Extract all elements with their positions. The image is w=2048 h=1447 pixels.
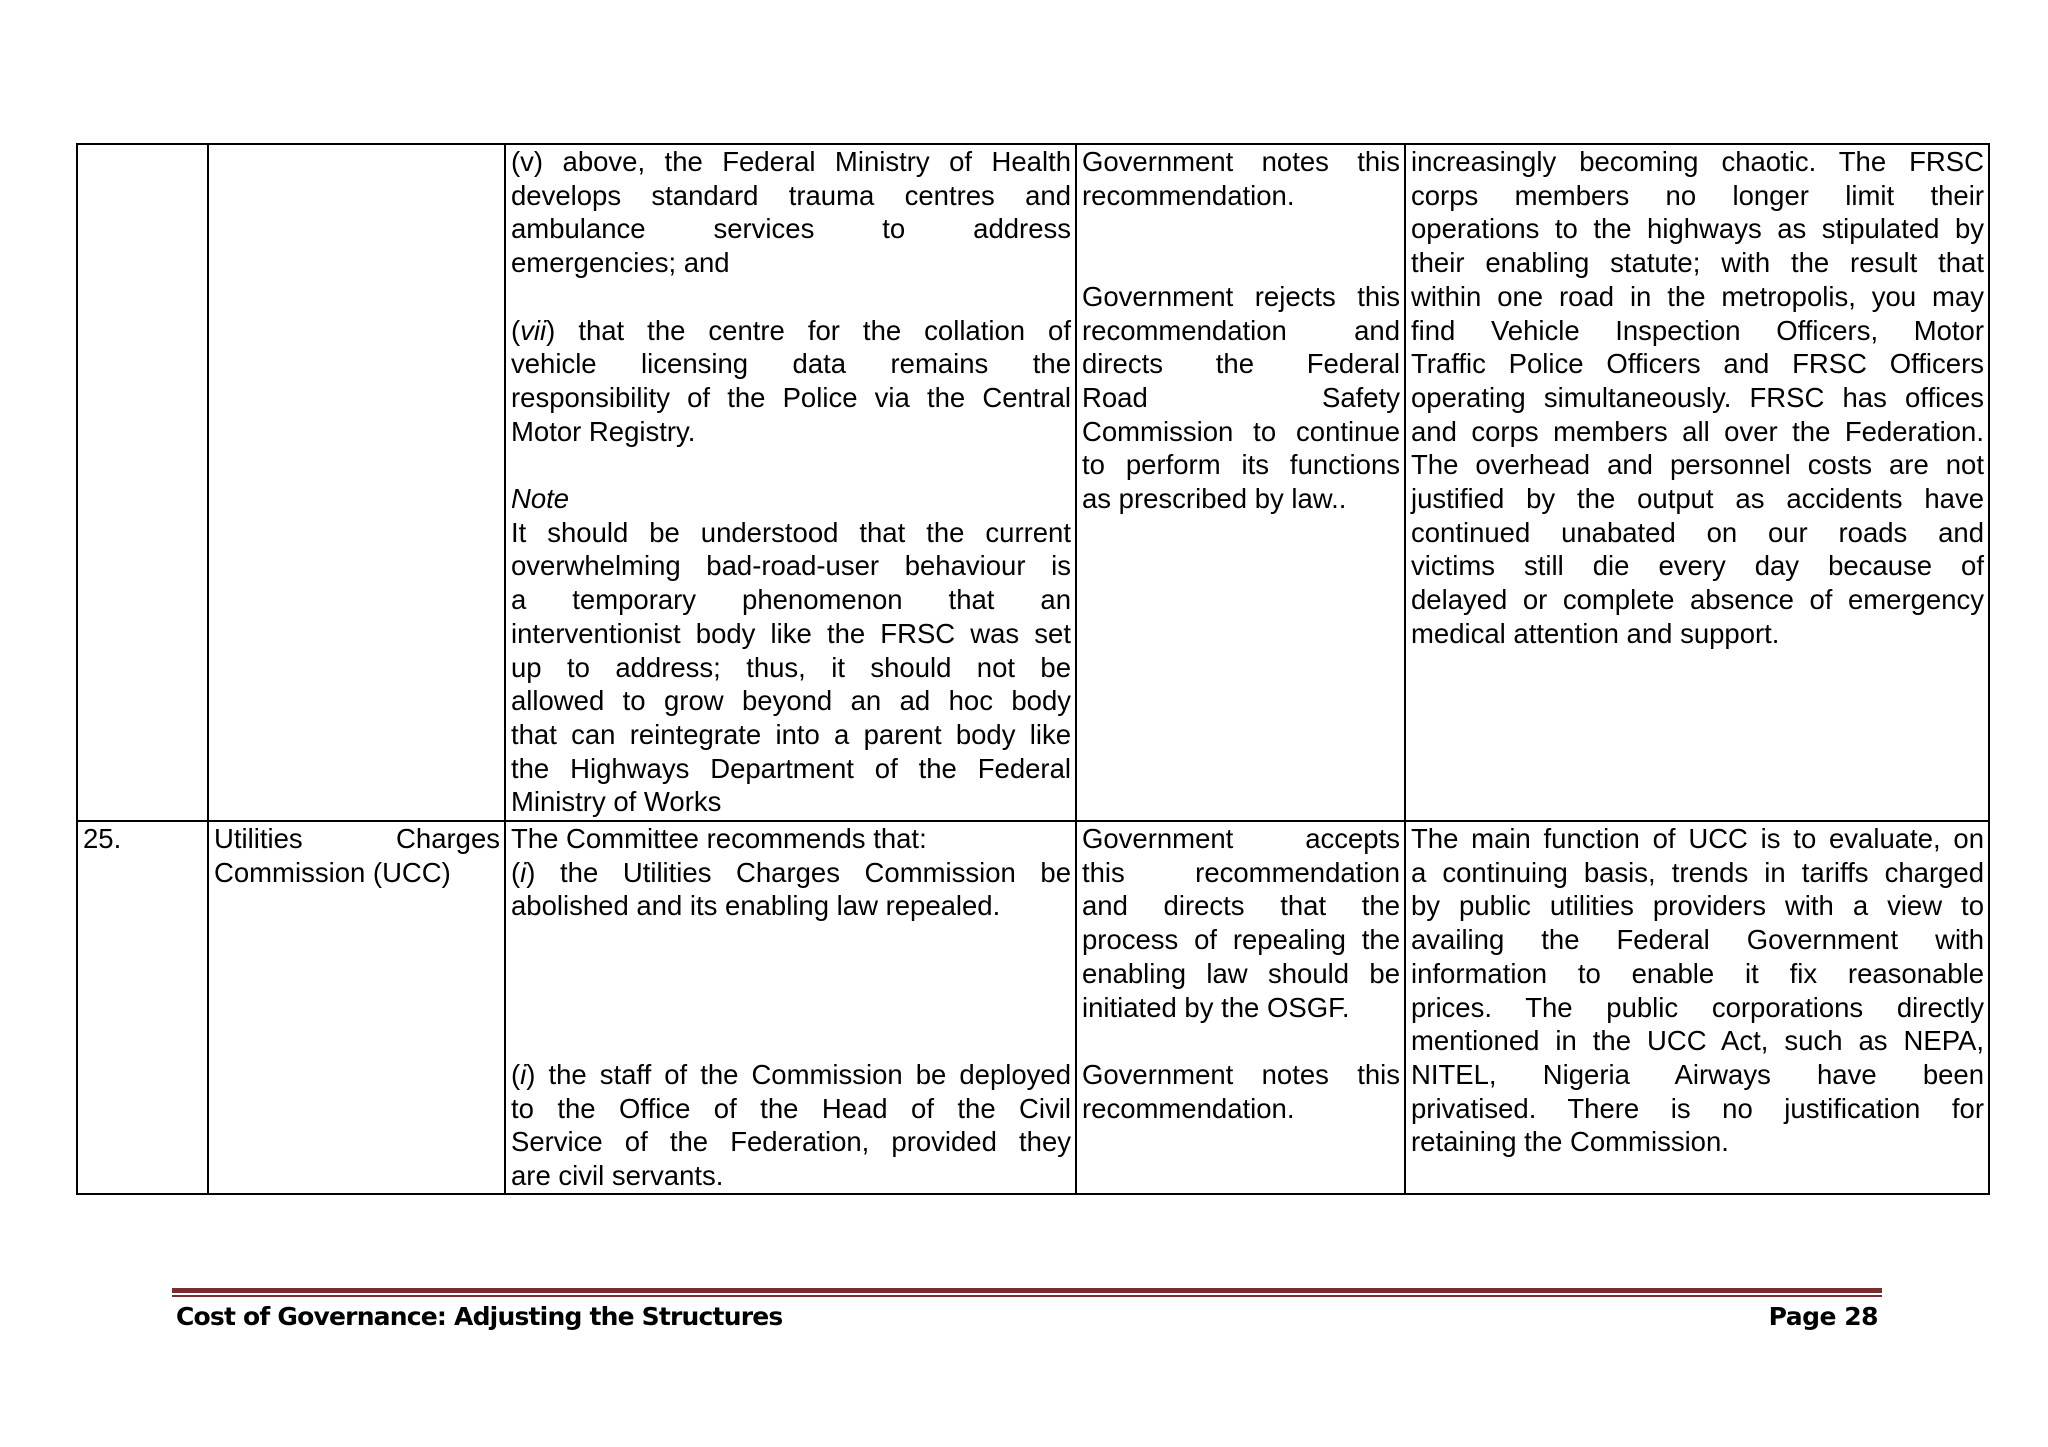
- item-numeral: vii: [520, 314, 547, 346]
- text-line: by public utilities providers with a view to: [1411, 890, 1984, 922]
- text-line: are civil servants.: [511, 1160, 724, 1192]
- decision-item: [1082, 280, 1400, 516]
- footer-document-title: Cost of Governance: Adjusting the Structures: [176, 1302, 783, 1331]
- text-line: responsibility of the Police via the Central: [511, 381, 1071, 413]
- decision-item: [1082, 1058, 1400, 1125]
- recommendation-note: [511, 482, 1071, 819]
- text-line: initiated by the OSGF.: [1082, 991, 1350, 1023]
- text-line: enabling law should be: [1082, 957, 1400, 989]
- text-line: information to enable it fix reasonable: [1411, 957, 1984, 989]
- text-line: medical attention and support.: [1411, 617, 1780, 649]
- decision-item: [1082, 822, 1400, 1024]
- text-line: (i) the staff of the Commission be deployed: [511, 1058, 1071, 1090]
- agency-cell: [208, 144, 505, 821]
- text-line: Government notes this: [1082, 1058, 1400, 1090]
- text-line: delayed or complete absence of emergency: [1411, 584, 1984, 616]
- text-line: Commission to continue: [1082, 415, 1400, 447]
- text-line: to the Office of the Head of the Civil: [511, 1092, 1071, 1124]
- text-line: recommendation and: [1082, 314, 1400, 346]
- text-line: mentioned in the UCC Act, such as NEPA,: [1411, 1025, 1984, 1057]
- text-line: recommendation.: [1082, 179, 1295, 211]
- text-line: vehicle licensing data remains the: [511, 348, 1071, 380]
- text-line: The main function of UCC is to evaluate, on: [1411, 823, 1984, 854]
- decision-item: [1082, 145, 1400, 212]
- footer-rule: [172, 1288, 1882, 1293]
- text-line: justified by the output as accidents have: [1411, 483, 1984, 515]
- text-line: Traffic Police Officers and FRSC Officers: [1411, 348, 1984, 380]
- text-line: within one road in the metropolis, you may: [1411, 280, 1984, 312]
- text-line: retaining the Commission.: [1411, 1126, 1729, 1158]
- text-line: Utilities Charges: [214, 823, 500, 854]
- text-line: The overhead and personnel costs are not: [1411, 449, 1984, 481]
- recommendation-item-i: [511, 1058, 1071, 1193]
- text-line: (i) the Utilities Charges Commission be: [511, 856, 1071, 888]
- text-line: up to address; thus, it should not be: [511, 651, 1071, 683]
- text-line: (v) above, the Federal Ministry of Health: [511, 146, 1071, 177]
- text-line: abolished and its enabling law repealed.: [511, 890, 1001, 922]
- text-line: operations to the highways as stipulated by: [1411, 213, 1984, 245]
- text-line: continued unabated on our roads and: [1411, 516, 1984, 548]
- committee-recommendation-cell: [505, 821, 1076, 1194]
- item-numeral: i: [520, 856, 527, 888]
- text-line: Road Safety: [1082, 381, 1400, 413]
- text-line: directs the Federal: [1082, 348, 1400, 380]
- text-line: their enabling statute; with the result that: [1411, 247, 1984, 279]
- text-line: ambulance services to address: [511, 213, 1071, 245]
- footer-page-number: Page 28: [1768, 1302, 1878, 1331]
- committee-recommendation-cell: [505, 144, 1076, 821]
- text-line: recommendation.: [1082, 1092, 1295, 1124]
- text-line: NITEL, Nigeria Airways have been: [1411, 1058, 1984, 1090]
- text-line: Government rejects this: [1082, 280, 1400, 312]
- text-line: emergencies; and: [511, 247, 730, 279]
- text-line: Ministry of Works: [511, 786, 722, 818]
- note-label: Note: [511, 483, 570, 514]
- recommendations-table: [76, 143, 1990, 1195]
- recommendation-item-v: [511, 145, 1071, 280]
- text-line: privatised. There is no justification for: [1411, 1092, 1984, 1124]
- government-decision-cell: [1076, 821, 1405, 1194]
- serial-number-cell: [77, 144, 208, 821]
- table-row: [77, 144, 1989, 821]
- table-row: [77, 821, 1989, 1194]
- text-line: Government notes this: [1082, 146, 1400, 177]
- text-line: and corps members all over the Federation.: [1411, 415, 1984, 447]
- item-numeral: i: [520, 1058, 527, 1090]
- text-line: It should be understood that the current: [511, 516, 1071, 548]
- footer-rule: [172, 1295, 1882, 1297]
- text-line: process of repealing the: [1082, 924, 1400, 956]
- text-line: this recommendation: [1082, 856, 1400, 888]
- text-line: and directs that the: [1082, 890, 1400, 922]
- government-decision-cell: [1076, 144, 1405, 821]
- text-line: Service of the Federation, provided they: [511, 1126, 1071, 1158]
- text-line: increasingly becoming chaotic. The FRSC: [1411, 146, 1984, 177]
- recommendation-item-i: [511, 856, 1071, 923]
- text-line: find Vehicle Inspection Officers, Motor: [1411, 314, 1984, 346]
- text-line: interventionist body like the FRSC was set: [511, 617, 1071, 649]
- text-line: overwhelming bad-road-user behaviour is: [511, 550, 1071, 582]
- text-line: as prescribed by law..: [1082, 483, 1347, 515]
- text-line: develops standard trauma centres and: [511, 179, 1071, 211]
- text-line: availing the Federal Government with: [1411, 924, 1984, 956]
- text-line: Government accepts: [1082, 823, 1400, 854]
- recommendation-item-vii: [511, 314, 1071, 449]
- text-line: the Highways Department of the Federal: [511, 752, 1071, 784]
- text-line: operating simultaneously. FRSC has offices: [1411, 381, 1984, 413]
- text-line: Commission (UCC): [214, 856, 451, 888]
- text-line: a temporary phenomenon that an: [511, 584, 1071, 616]
- text-line: allowed to grow beyond an ad hoc body: [511, 685, 1071, 717]
- text-line: to perform its functions: [1082, 449, 1400, 481]
- text-line: Motor Registry.: [511, 415, 696, 447]
- text-line: (vii) that the centre for the collation of: [511, 314, 1071, 346]
- text-line: that can reintegrate into a parent body like: [511, 718, 1071, 750]
- serial-number-cell: 25.: [77, 821, 208, 1194]
- comment-cell: [1405, 821, 1989, 1194]
- recommendation-intro: The Committee recommends that:: [511, 823, 927, 854]
- text-line: prices. The public corporations directly: [1411, 991, 1984, 1023]
- text-line: a continuing basis, trends in tariffs charged: [1411, 856, 1984, 888]
- agency-cell: [208, 821, 505, 1194]
- text-line: corps members no longer limit their: [1411, 179, 1984, 211]
- comment-cell: [1405, 144, 1989, 821]
- text-line: victims still die every day because of: [1411, 550, 1984, 582]
